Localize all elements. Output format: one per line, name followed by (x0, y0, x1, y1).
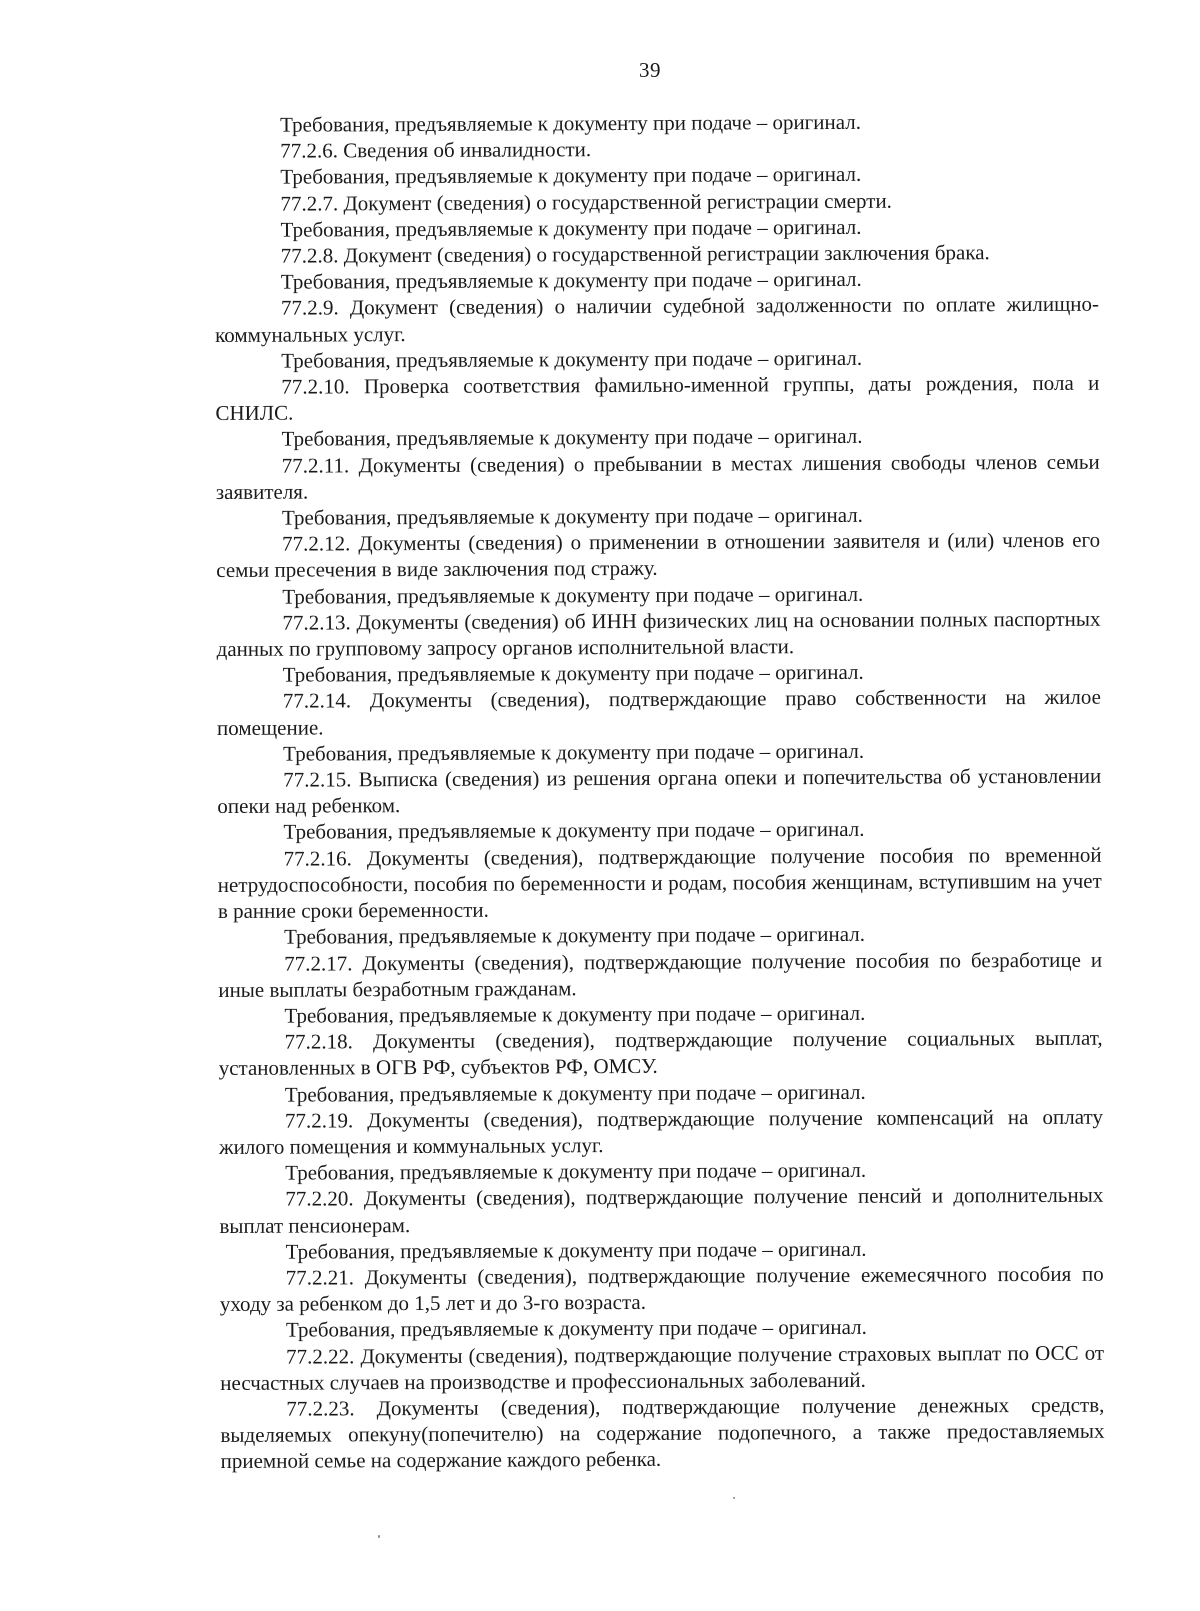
paragraph: 77.2.20. Документы (сведения), подтверждающие получение пенсий и дополнительных выплат пенсионерам. (219, 1182, 1104, 1238)
paragraph: Требования, предъявляемые к документу при подаче – оригинал. (283, 738, 865, 766)
paragraph: Требования, предъявляемые к документу при подаче – оригинал. (281, 345, 863, 373)
paragraph: Требования, предъявляемые к документу при подаче – оригинал. (285, 1157, 867, 1185)
paragraph: 77.2.21. Документы (сведения), подтверждающие получение ежемесячного пособия по уходу за ребенком до 1,5 лет и до 3-го возраста. (219, 1261, 1104, 1317)
paragraph: 77.2.9. Документ (сведения) о наличии судебной задолженности по оплате жилищно-коммунальных услуг. (215, 292, 1100, 347)
paragraph: 77.2.22. Документы (сведения), подтверждающие получение страховых выплат по ОСС от несчастных случаев на производстве и профессиональных заболеваний. (220, 1340, 1105, 1395)
paragraph: Требования, предъявляемые к документу при подаче – оригинал. (284, 1000, 866, 1028)
paragraph: 77.2.15. Выписка (сведения) из решения органа опеки и попечительства об установлении опеки над ребенком. (217, 763, 1102, 819)
paragraph: 77.2.18. Документы (сведения), подтверждающие получение социальных выплат, установленных в ОГВ РФ, субъектов РФ, ОМСУ. (218, 1025, 1103, 1081)
paragraph: Требования, предъявляемые к документу при подаче – оригинал. (280, 109, 862, 137)
paragraph: 77.2.11. Документы (сведения) о пребывании в местах лишения свободы членов семьи заявителя. (215, 449, 1100, 504)
paragraph: Требования, предъявляемые к документу при подаче – оригинал. (281, 502, 863, 530)
page-number: 39 (639, 58, 661, 82)
paragraph: 77.2.6. Сведения об инвалидности. (280, 137, 592, 163)
scan-speck (378, 1535, 380, 1538)
paragraph: 77.2.8. Документ (сведения) о государственной регистрации заключения брака. (280, 240, 990, 268)
paragraph: Требования, предъявляемые к документу при подаче – оригинал. (284, 1079, 866, 1107)
paragraph: 77.2.12. Документы (сведения) о применении в отношении заявителя и (или) членов его семьи пресечения в виде заключения под стражу. (216, 527, 1101, 583)
paragraph: 77.2.17. Документы (сведения), подтверждающие получение пособия по безработице и иные выплаты безработным гражданам. (218, 947, 1103, 1002)
paragraph: Требования, предъявляемые к документу при подаче – оригинал. (280, 162, 862, 190)
paragraph: Требования, предъявляемые к документу при подаче – оригинал. (281, 424, 863, 452)
paragraph: Требования, предъявляемые к документу при подаче – оригинал. (282, 581, 864, 609)
paragraph: Требования, предъявляемые к документу при подаче – оригинал. (283, 922, 866, 949)
paragraph: Требования, предъявляемые к документу при подаче – оригинал. (285, 1315, 867, 1343)
paragraph: 77.2.16. Документы (сведения), подтверждающие получение пособия по временной нетрудоспособности, пособия по беременности и родам, пособия женщинам, вступившим на учет в ранние сроки беременности. (217, 842, 1102, 924)
paragraph: 77.2.14. Документы (сведения), подтверждающие право собственности на жилое помещение. (216, 685, 1101, 740)
paragraph: Требования, предъявляемые к документу при подаче – оригинал. (282, 660, 864, 687)
paragraph: Требования, предъявляемые к документу при подаче – оригинал. (280, 214, 862, 242)
paragraph: 77.2.23. Документы (сведения), подтверждающие получение денежных средств, выделяемых опекуну(попечителю) на содержание подопечного, а также предоставляемых приемной семье на содержание каждого ребенка. (220, 1392, 1105, 1474)
scan-speck (733, 1497, 735, 1499)
document-body (214, 108, 1105, 1475)
paragraph: Требования, предъявляемые к документу при подаче – оригинал. (283, 817, 865, 845)
paragraph: 77.2.10. Проверка соответствия фамильно-именной группы, даты рождения, пола и СНИЛС. (215, 370, 1100, 426)
paragraph: 77.2.13. Документы (сведения) об ИНН физических лиц на основании полных паспортных данных по групповому запросу органов исполнительной власти. (216, 606, 1101, 662)
paragraph: 77.2.19. Документы (сведения), подтверждающие получение компенсаций на оплату жилого помещения и коммунальных услуг. (218, 1104, 1103, 1159)
paragraph: 77.2.7. Документ (сведения) о государственной регистрации смерти. (280, 188, 892, 216)
paragraph: Требования, предъявляемые к документу при подаче – оригинал. (280, 267, 862, 294)
paragraph: Требования, предъявляемые к документу при подаче – оригинал. (285, 1236, 867, 1264)
